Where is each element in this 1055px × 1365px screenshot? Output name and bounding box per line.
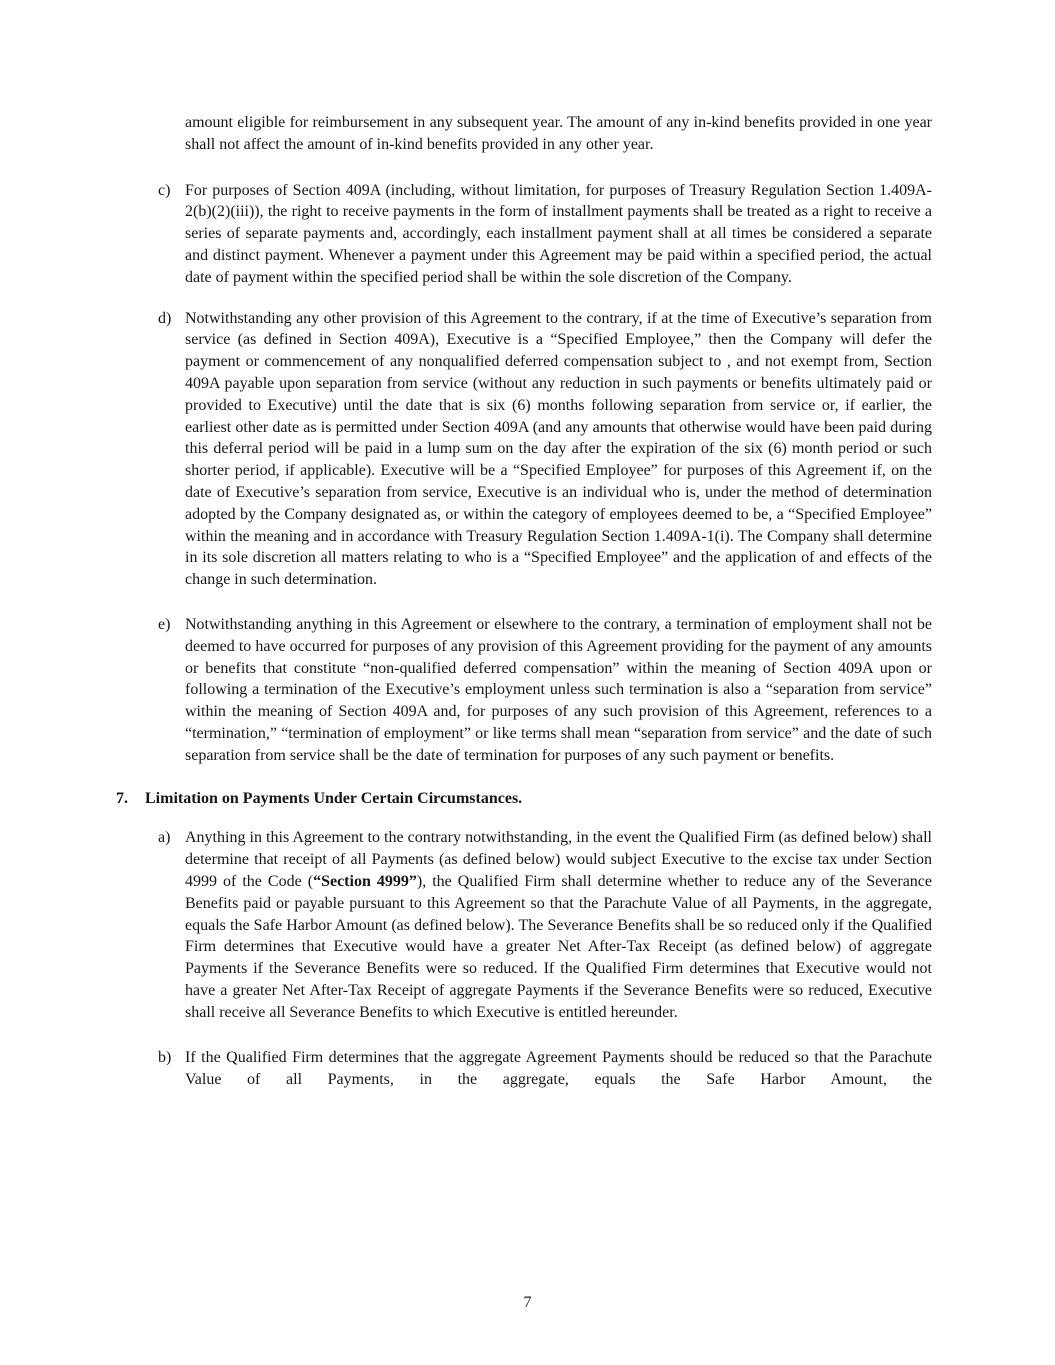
list-marker-c: c) [158, 181, 171, 199]
list-item-e-text: Notwithstanding anything in this Agreement or elsewhere to the contrary, a termination of employment shall not be deemed to have occurred for purposes of any provision of this Agreement providing for the payment of any amounts or benefits that constitute “non-qualified deferred compensation” within the meaning of Section 409A upon or following a termination of the Executive’s employment unless such termination is also a “separation from service” within the meaning of Section 409A and, for purposes of any such provision of this Agreement, references to a “termination,” “termination of employment” or like terms shall mean “separation from service” and the date of such separation from service shall be the date of termination for purposes of any such payment or benefits. [185, 615, 932, 764]
list-item-e [158, 614, 932, 767]
list-marker-a: a) [158, 829, 171, 847]
page-number: 7 [523, 1294, 532, 1311]
continuation-paragraph: amount eligible for reimbursement in any subsequent year. The amount of any in-kind benefits provided in one year shall not affect the amount of in-kind benefits provided in any other year. [185, 114, 932, 153]
list-item-d [158, 308, 932, 591]
list-item-c [158, 180, 932, 289]
section-4999-term: “Section 4999” [313, 872, 417, 890]
section-7-number: 7. [116, 789, 128, 807]
document-body [116, 112, 933, 1091]
list-item-a-text-post: ), the Qualified Firm shall determine whether to reduce any of the Severance Benefits paid or payable pursuant to this Agreement so that the Parachute Value of all Payments, in the aggregate, equals the Safe Harbor Amount (as defined below). The Severance Benefits shall be so reduced only if the Qualified Firm determines that Executive would have a greater Net After-Tax Receipt (as defined below) of aggregate Payments if the Severance Benefits were so reduced. If the Qualified Firm determines that Executive would not have a greater Net After-Tax Receipt of aggregate Payments if the Severance Benefits were so reduced, Executive shall receive all Severance Benefits to which Executive is entitled hereunder. [185, 872, 933, 1021]
list-marker-d: d) [158, 309, 172, 327]
list-item-a-text-pre: Anything in this Agreement to the contrary notwithstanding, in the event the Qualified Firm (as defined below) shall determine that receipt of all Payments (as defined below) would subject Executive to the excise tax under Section 4999 of the Code ( [185, 829, 932, 890]
list-item-b-text: If the Qualified Firm determines that the aggregate Agreement Payments should be reduced so that the Parachute Value of all Payments, in the aggregate, equals the Safe Harbor Amount, the [185, 1049, 932, 1089]
list-item-b [158, 1047, 932, 1091]
list-marker-e: e) [158, 615, 171, 633]
list-marker-b: b) [158, 1049, 172, 1067]
section-7-heading [116, 788, 932, 810]
list-item-a [158, 827, 933, 1023]
list-item-c-text: For purposes of Section 409A (including, without limitation, for purposes of Treasury Regulation Section 1.409A-2(b)(2)(iii)), the right to receive payments in the form of installment payments shall be treated as a right to receive a series of separate payments and, accordingly, each installment payment shall at all times be considered a separate and distinct payment. Whenever a payment under this Agreement may be paid within a specified period, the actual date of payment within the specified period shall be within the sole discretion of the Company. [185, 181, 932, 286]
list-item-d-text: Notwithstanding any other provision of this Agreement to the contrary, if at the time of Executive’s separation from service (as defined in Section 409A), Executive is a “Specified Employee,” then the Company will defer the payment or commencement of any nonqualified deferred compensation subject to , and not exempt from, Section 409A payable upon separation from service (without any reduction in such payments or benefits ultimately paid or provided to Executive) until the date that is six (6) months following separation from service or, if earlier, the earliest other date as is permitted under Section 409A (and any amounts that otherwise would have been paid during this deferral period will be paid in a lump sum on the day after the expiration of the six (6) month period or such shorter period, if applicable). Executive will be a “Specified Employee” for purposes of this Agreement if, on the date of Executive’s separation from service, Executive is an individual who is, under the method of determination adopted by the Company designated as, or within the category of employees deemed to be, a “Specified Employee” within the meaning and in accordance with Treasury Regulation Section 1.409A-1(i). The Company shall determine in its sole discretion all matters relating to who is a “Specified Employee” and the application of and effects of the change in such determination. [185, 309, 932, 589]
section-7-title: Limitation on Payments Under Certain Circumstances. [145, 789, 523, 807]
